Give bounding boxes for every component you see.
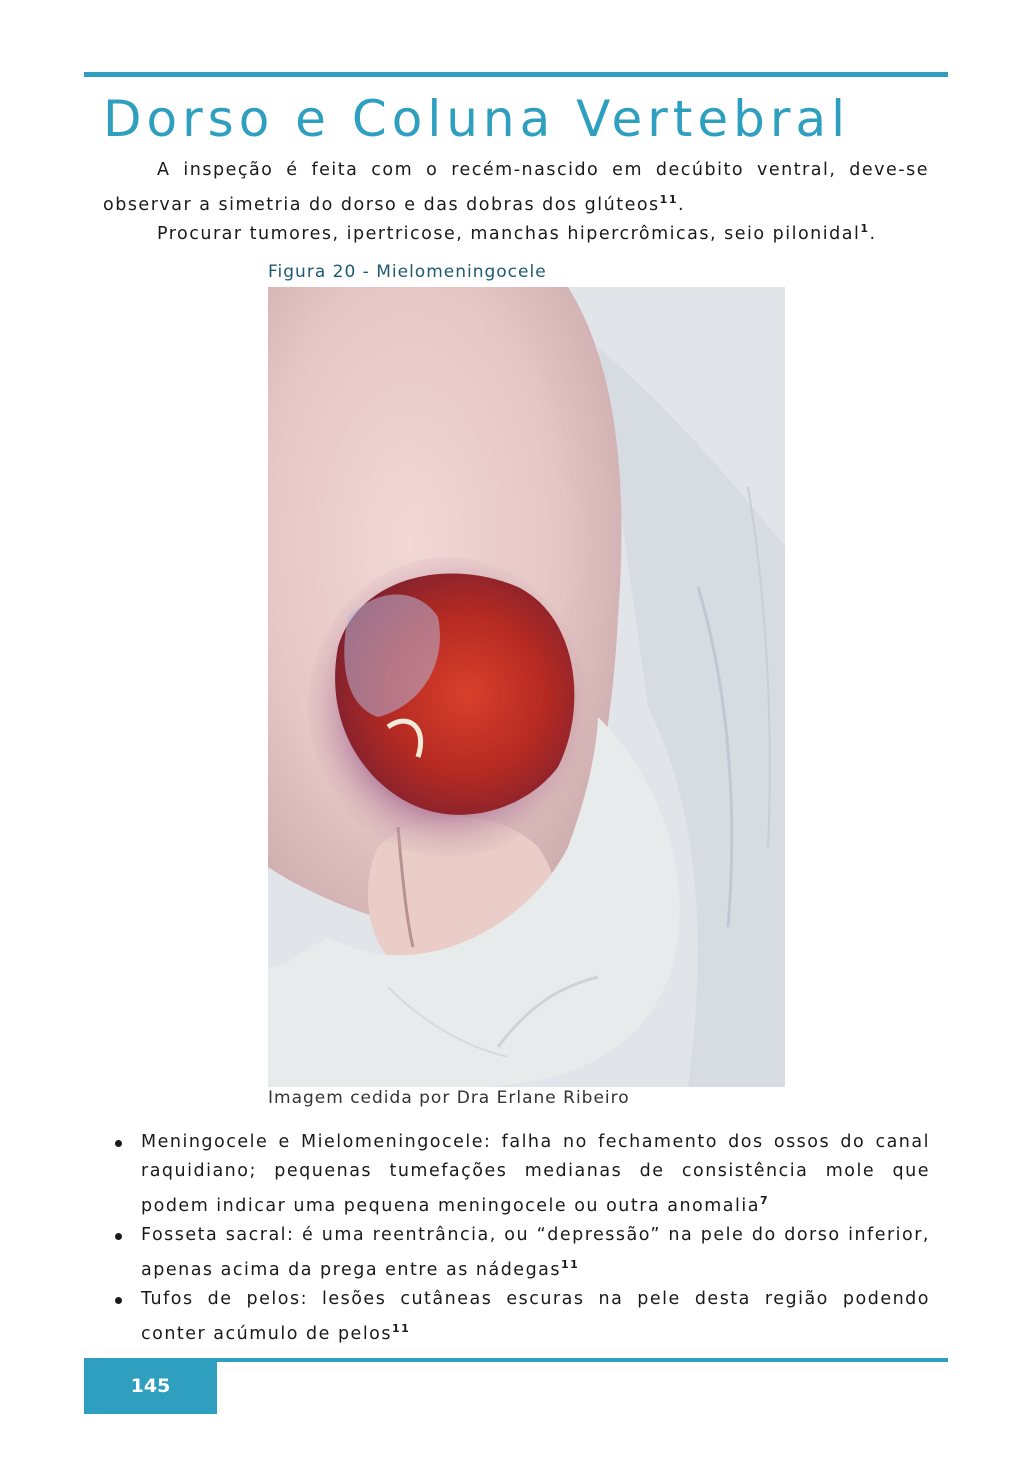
reference-superscript: 11 bbox=[392, 1321, 411, 1335]
clinical-photo-illustration bbox=[268, 287, 785, 1087]
bullet-dot-icon bbox=[115, 1140, 122, 1147]
bullet-dot-icon bbox=[115, 1297, 122, 1304]
list-item bbox=[113, 1128, 930, 1221]
list-item bbox=[113, 1285, 930, 1349]
reference-superscript: 7 bbox=[759, 1194, 770, 1207]
list-item bbox=[113, 1221, 930, 1285]
list-item-text: Meningocele e Mielomeningocele: falha no fechamento dos ossos do canal raquidiano; pequenas tumefações medianas de consistência mole que podem indicar uma pequena meningocele ou outra anomalia bbox=[141, 1132, 930, 1216]
list-item-text: Fosseta sacral: é uma reentrância, ou “depressão” na pele do dorso inferior, apenas acima da prega entre as nádegas bbox=[141, 1224, 930, 1280]
page-title: Dorso e Coluna Vertebral bbox=[103, 90, 850, 148]
figure-caption: Figura 20 - Mielomeningocele bbox=[268, 262, 547, 282]
second-paragraph: Procurar tumores, ipertricose, manchas hipercrômicas, seio pilonidal$^1$. bbox=[157, 222, 877, 244]
reference-superscript: 11 bbox=[561, 1257, 580, 1271]
intro-paragraph: A inspeção é feita com o recém-nascido em decúbito ventral, deve-se observar a simetria do dorso e das dobras dos glúteos$^{11}$. bbox=[103, 160, 929, 215]
bullet-list bbox=[113, 1128, 930, 1348]
figure-credit: Imagem cedida por Dra Erlane Ribeiro bbox=[268, 1088, 630, 1108]
bullet-dot-icon bbox=[115, 1233, 122, 1240]
reference-superscript: 11 bbox=[659, 193, 678, 206]
figure-photo bbox=[268, 287, 785, 1087]
reference-superscript: 1 bbox=[860, 222, 870, 235]
list-item-text: Tufos de pelos: lesões cutâneas escuras na pele desta região podendo conter acúmulo de pelos bbox=[141, 1288, 930, 1344]
top-rule bbox=[84, 72, 948, 77]
intro-paragraph-text: A inspeção é feita com o recém-nascido em decúbito ventral, deve-se observar a simetria do dorso e das dobras dos glúteos bbox=[103, 160, 929, 215]
second-paragraph-text: Procurar tumores, ipertricose, manchas hipercrômicas, seio pilonidal bbox=[157, 223, 861, 244]
page-number: 145 bbox=[84, 1362, 217, 1414]
